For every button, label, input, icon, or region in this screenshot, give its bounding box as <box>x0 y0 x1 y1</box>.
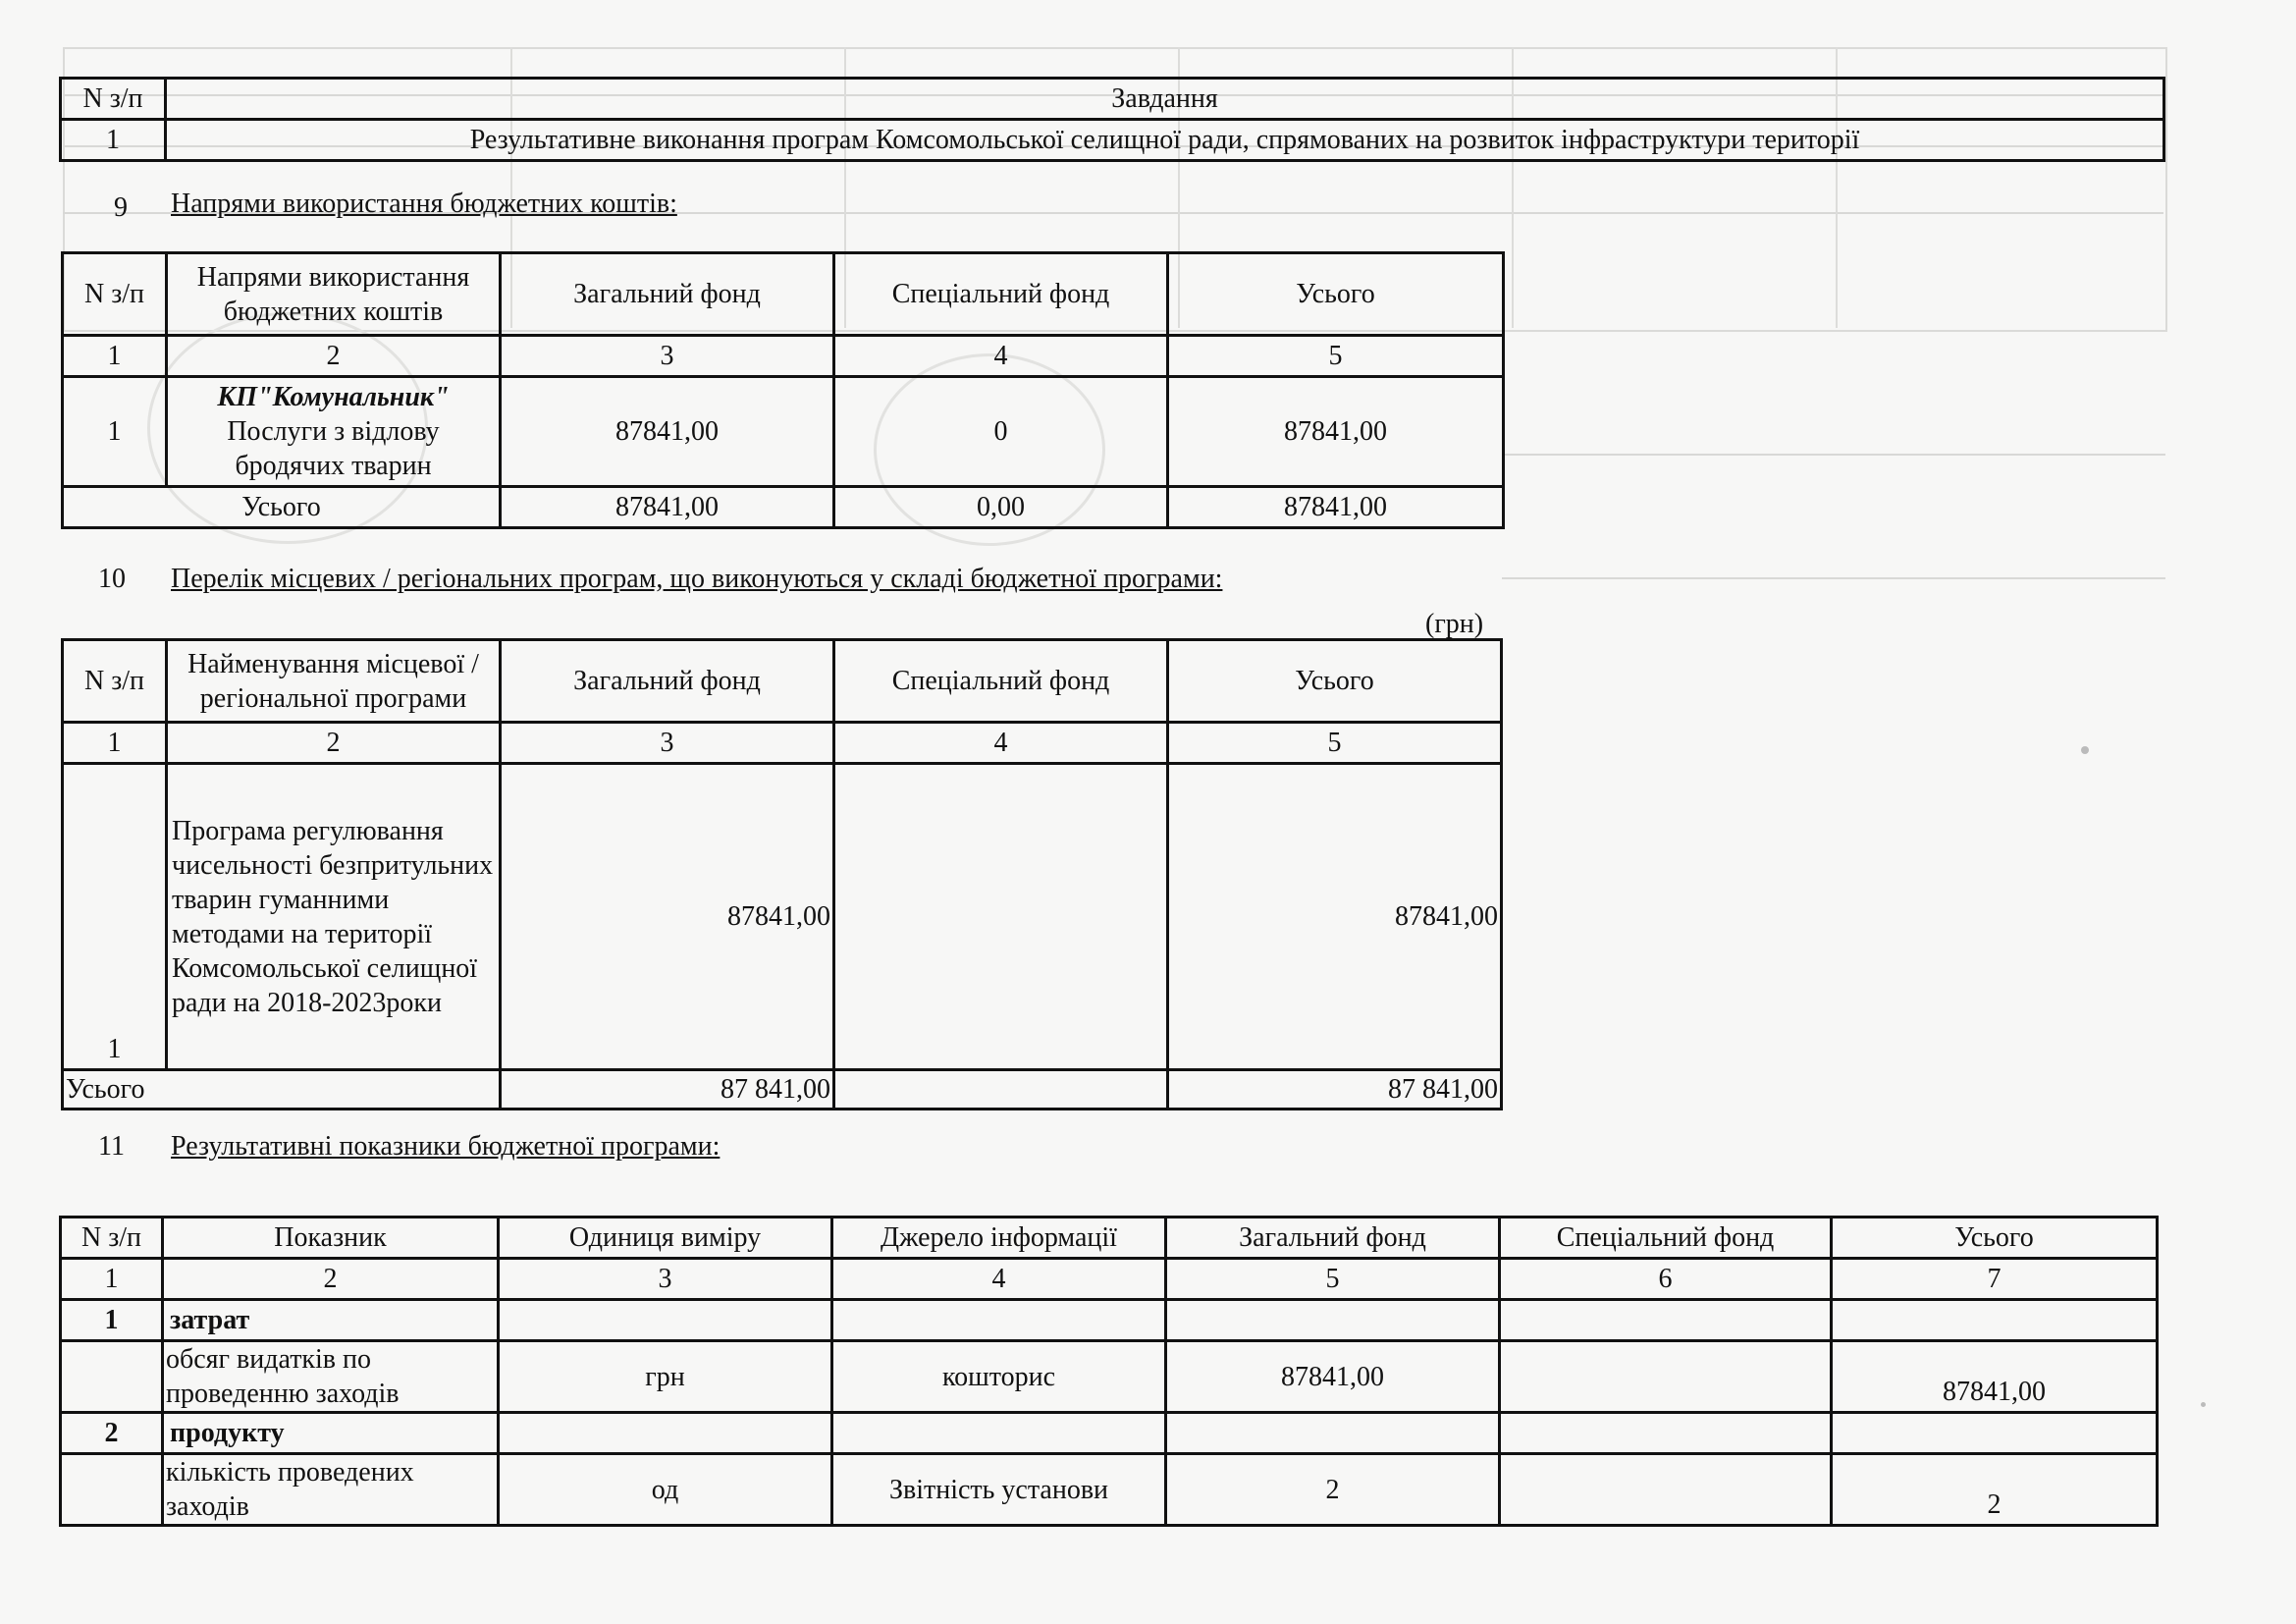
row-num <box>61 1341 163 1413</box>
indicators-header <box>61 1218 2158 1259</box>
row-total: 87841,00 <box>1168 764 1502 1070</box>
section-9-number: 9 <box>114 192 128 223</box>
row-direction-cell <box>167 377 501 487</box>
total-general-fund: 87 841,00 <box>501 1070 834 1110</box>
table-row <box>63 377 1504 487</box>
group-empty-cell <box>1500 1413 1832 1454</box>
group-row <box>61 1300 2158 1341</box>
header-num: N з/п <box>63 640 167 723</box>
group-empty-cell <box>832 1300 1166 1341</box>
currency-unit: (грн) <box>1425 609 1484 639</box>
bleed-through-line <box>1502 577 2165 579</box>
row-source: кошторис <box>832 1341 1166 1413</box>
group-empty-cell <box>499 1413 832 1454</box>
group-empty-cell <box>1832 1413 2158 1454</box>
bleed-through-line <box>1502 454 2165 456</box>
index-cell: 6 <box>1500 1259 1832 1300</box>
header-total: Усього <box>1168 640 1502 723</box>
table-row <box>63 764 1502 1070</box>
row-special-fund <box>1500 1341 1832 1413</box>
row-general-fund: 87841,00 <box>1166 1341 1500 1413</box>
direction-text: Послуги з відлову бродячих тварин <box>227 416 440 481</box>
index-cell: 1 <box>61 1259 163 1300</box>
section-10-title: Перелік місцевих / регіональних програм, що виконуються у складі бюджетної програми: <box>171 564 1223 594</box>
local-programs-table <box>61 638 1503 1110</box>
task-table-header <box>61 79 2164 120</box>
row-source: Звітність установи <box>832 1454 1166 1526</box>
index-cell: 1 <box>63 723 167 764</box>
row-program-name: Програма регулювання чисельності безпритульних тварин гуманними методами на території Комсомольської селищної ради на 2018-2023роки <box>167 764 501 1070</box>
table-row <box>61 120 2164 161</box>
local-programs-header <box>63 640 1502 723</box>
header-num: N з/п <box>61 79 166 120</box>
section-9-title: Напрями використання бюджетних коштів: <box>171 189 677 219</box>
row-total: 87841,00 <box>1832 1341 2158 1413</box>
index-cell: 4 <box>832 1259 1166 1300</box>
index-row <box>63 336 1504 377</box>
group-empty-cell <box>832 1413 1166 1454</box>
total-label: Усього <box>63 487 501 528</box>
section-11-title: Результативні показники бюджетної програми: <box>171 1131 721 1162</box>
group-row <box>61 1413 2158 1454</box>
index-cell: 5 <box>1168 336 1504 377</box>
row-num <box>61 1454 163 1526</box>
index-cell: 2 <box>167 723 501 764</box>
task-table <box>59 77 2165 162</box>
row-num: 1 <box>63 377 167 487</box>
table-row <box>61 1341 2158 1413</box>
total-special-fund: 0,00 <box>834 487 1168 528</box>
budget-directions-table <box>61 251 1505 529</box>
group-num: 2 <box>61 1413 163 1454</box>
header-program-name: Найменування місцевої / регіональної програми <box>167 640 501 723</box>
total-special-fund <box>834 1070 1168 1110</box>
row-special-fund <box>1500 1454 1832 1526</box>
row-indicator: обсяг видатків по проведенню заходів <box>163 1341 499 1413</box>
index-cell: 5 <box>1166 1259 1500 1300</box>
header-total: Усього <box>1832 1218 2158 1259</box>
row-unit: од <box>499 1454 832 1526</box>
header-special-fund: Спеціальний фонд <box>834 640 1168 723</box>
index-row <box>61 1259 2158 1300</box>
index-cell: 2 <box>167 336 501 377</box>
group-num: 1 <box>61 1300 163 1341</box>
group-empty-cell <box>499 1300 832 1341</box>
group-empty-cell <box>1832 1300 2158 1341</box>
header-direction: Напрями використання бюджетних коштів <box>167 253 501 336</box>
header-general-fund: Загальний фонд <box>501 253 834 336</box>
row-special-fund: 0 <box>834 377 1168 487</box>
header-general-fund: Загальний фонд <box>1166 1218 1500 1259</box>
group-empty-cell <box>1500 1300 1832 1341</box>
budget-directions-header <box>63 253 1504 336</box>
header-special-fund: Спеціальний фонд <box>834 253 1168 336</box>
group-label: продукту <box>163 1413 499 1454</box>
group-label: затрат <box>163 1300 499 1341</box>
row-general-fund: 87841,00 <box>501 764 834 1070</box>
header-source: Джерело інформації <box>832 1218 1166 1259</box>
total-general-fund: 87841,00 <box>501 487 834 528</box>
total-row <box>63 1070 1502 1110</box>
index-cell: 7 <box>1832 1259 2158 1300</box>
table-row <box>61 1454 2158 1526</box>
row-special-fund <box>834 764 1168 1070</box>
row-num: 1 <box>61 120 166 161</box>
total-total: 87841,00 <box>1168 487 1504 528</box>
index-cell: 3 <box>499 1259 832 1300</box>
group-empty-cell <box>1166 1300 1500 1341</box>
header-num: N з/п <box>63 253 167 336</box>
header-general-fund: Загальний фонд <box>501 640 834 723</box>
row-indicator: кількість проведених заходів <box>163 1454 499 1526</box>
index-cell: 2 <box>163 1259 499 1300</box>
index-cell: 1 <box>63 336 167 377</box>
row-unit: грн <box>499 1341 832 1413</box>
performance-indicators-table <box>59 1216 2159 1527</box>
index-cell: 3 <box>501 336 834 377</box>
index-cell: 4 <box>834 723 1168 764</box>
section-10-number: 10 <box>98 564 126 594</box>
row-task: Результативне виконання програм Комсомольської селищної ради, спрямованих на розвиток інфраструктури території <box>166 120 2164 161</box>
row-general-fund: 87841,00 <box>501 377 834 487</box>
index-cell: 5 <box>1168 723 1502 764</box>
organization-name: КП"Комунальник" <box>217 382 450 412</box>
index-cell: 4 <box>834 336 1168 377</box>
scan-speck <box>2201 1402 2206 1407</box>
row-total: 2 <box>1832 1454 2158 1526</box>
row-general-fund: 2 <box>1166 1454 1500 1526</box>
header-unit: Одиниця виміру <box>499 1218 832 1259</box>
total-row <box>63 487 1504 528</box>
group-empty-cell <box>1166 1413 1500 1454</box>
header-task: Завдання <box>166 79 2164 120</box>
section-11-number: 11 <box>98 1131 125 1162</box>
header-num: N з/п <box>61 1218 163 1259</box>
header-total: Усього <box>1168 253 1504 336</box>
row-num: 1 <box>63 764 167 1070</box>
header-indicator: Показник <box>163 1218 499 1259</box>
scan-speck <box>2081 746 2089 754</box>
index-cell: 3 <box>501 723 834 764</box>
index-row <box>63 723 1502 764</box>
total-label: Усього <box>63 1070 501 1110</box>
row-total: 87841,00 <box>1168 377 1504 487</box>
header-special-fund: Спеціальний фонд <box>1500 1218 1832 1259</box>
total-total: 87 841,00 <box>1168 1070 1502 1110</box>
